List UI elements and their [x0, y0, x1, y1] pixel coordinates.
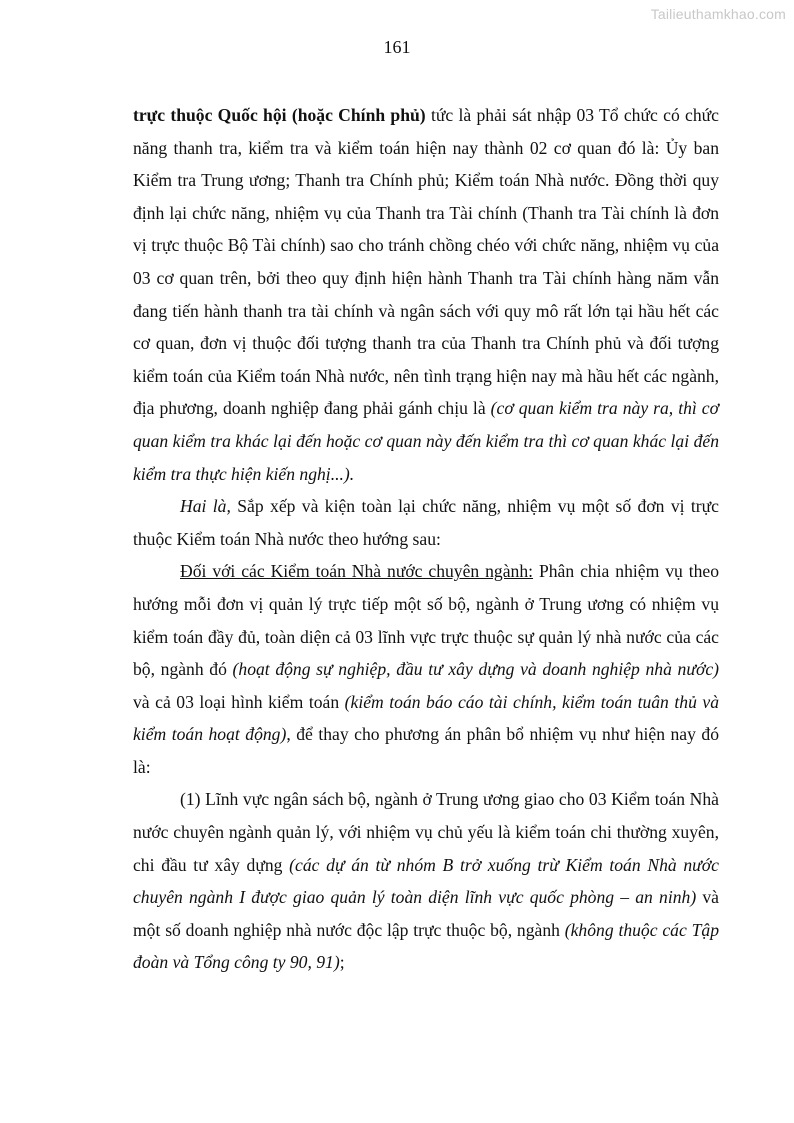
paragraph-text: Phân chia nhiệm vụ theo hướng mỗi đơn vị quản lý trực tiếp một số bộ, ngành ở Trung ương có nhiệm vụ kiểm toán đầy đủ, toàn diện cả 03 lĩnh vực trực thuộc sự quản lý nhà nước của các bộ, ngành đó	[133, 561, 720, 680]
paragraph-3	[133, 555, 719, 783]
italic-phrase: (cơ quan kiểm tra này ra, thì cơ quan kiểm tra khác lại đến hoặc cơ quan này đến kiểm tra thì cơ quan khác lại đến kiểm tra thực hiện kiến nghị...).	[133, 398, 719, 484]
italic-lead: Hai là,	[180, 496, 231, 517]
paragraph-text: và một số doanh nghiệp nhà nước độc lập trực thuộc bộ, ngành	[133, 887, 719, 940]
paragraph-4	[133, 783, 719, 979]
paragraph-text: tức là phải sát nhập 03 Tổ chức có chức năng thanh tra, kiểm tra và kiểm toán hiện nay thành 02 cơ quan đó là: Ủy ban Kiểm tra Trung ương; Thanh tra Chính phủ; Kiểm toán Nhà nước. Đồng thời quy định lại chức năng, nhiệm vụ của Thanh tra Tài chính (Thanh tra Tài chính là đơn vị trực thuộc Bộ Tài chính) sao cho tránh chồng chéo với chức năng, nhiệm vụ của 03 cơ quan trên, bởi theo quy định hiện hành Thanh tra Tài chính hàng năm vẫn đang tiến hành thanh tra tài chính và ngân sách với quy mô rất lớn tại hầu hết các cơ quan, đơn vị thuộc đối tượng thanh tra của Thanh tra Chính phủ và đối tượng kiểm toán của Kiểm toán Nhà nước, nên tình trạng hiện nay mà hầu hết các ngành, địa phương, doanh nghiệp đang phải gánh chịu là	[133, 105, 719, 419]
italic-phrase: (kiểm toán báo cáo tài chính, kiểm toán tuân thủ và kiểm toán hoạt động)	[133, 691, 719, 745]
paragraph-text: (1) Lĩnh vực ngân sách bộ, ngành ở Trung ương giao cho 03 Kiểm toán Nhà nước chuyên ngành quản lý, với nhiệm vụ chủ yếu là kiểm toán chi thường xuyên, chi đầu tư xây dựng	[133, 789, 719, 875]
paragraph-text: Sắp xếp và kiện toàn lại chức năng, nhiệm vụ một số đơn vị trực thuộc Kiểm toán Nhà nước theo hướng sau:	[133, 496, 719, 549]
page-number: 161	[383, 37, 411, 57]
paragraph-text: ;	[339, 952, 345, 973]
document-body	[133, 99, 719, 979]
paragraph-text: , để thay cho phương án phân bổ nhiệm vụ như hiện nay đó là:	[133, 724, 719, 777]
italic-phrase: (không thuộc các Tập đoàn và Tổng công ty 90, 91)	[133, 919, 719, 973]
watermark: Tailieuthamkhao.com	[650, 6, 786, 22]
italic-phrase: (các dự án từ nhóm B trở xuống trừ Kiểm toán Nhà nước chuyên ngành I được giao quản lý toàn diện lĩnh vực quốc phòng – an ninh)	[133, 854, 719, 908]
paragraph-text: và cả 03 loại hình kiểm toán	[133, 691, 345, 712]
paragraph-2	[133, 490, 719, 555]
italic-phrase: (hoạt động sự nghiệp, đầu tư xây dựng và doanh nghiệp nhà nước)	[232, 659, 719, 680]
underlined-heading: Đối với các Kiểm toán Nhà nước chuyên ngành:	[180, 561, 534, 582]
bold-phrase: trực thuộc Quốc hội (hoặc Chính phủ)	[133, 105, 426, 125]
paragraph-1	[133, 99, 719, 490]
